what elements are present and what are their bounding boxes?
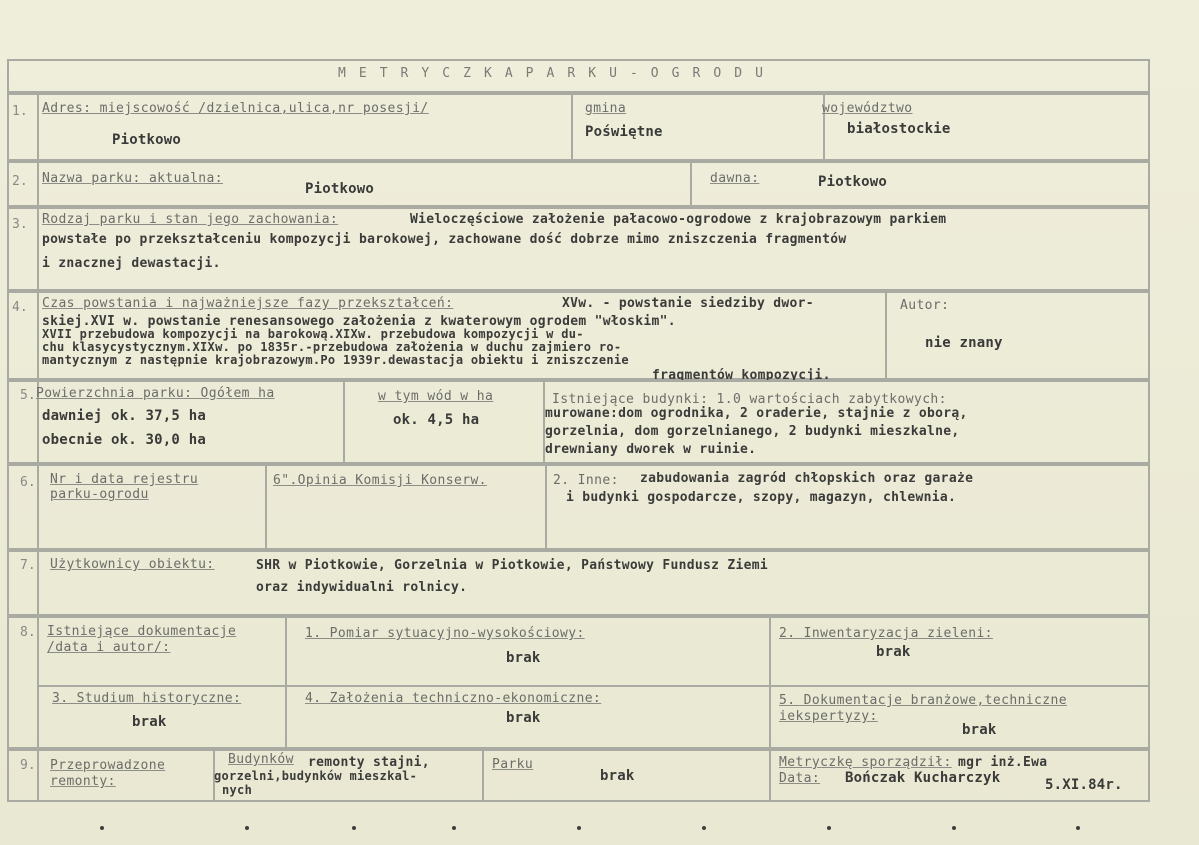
- register-label-1: Nr i data rejestru: [50, 472, 199, 487]
- divider: [545, 464, 547, 550]
- park-repairs-value: brak: [600, 768, 635, 784]
- history-line-1: XVw. - powstanie siedziby dwor-: [562, 296, 814, 311]
- divider: [769, 749, 771, 802]
- date-label: Data:: [779, 771, 821, 786]
- park-name-label: Nazwa parku: aktualna:: [42, 171, 223, 186]
- prepared-by-label: Metryczkę sporządził:: [779, 755, 952, 770]
- buildings-repairs-label: Budynków: [228, 752, 294, 767]
- history-line-6: fragmentów kompozycji.: [652, 368, 831, 383]
- punch-dot: [1076, 826, 1080, 830]
- park-type-line-1: Wieloczęściowe założenie pałacowo-ogrodowe z krajobrazowym parkiem: [410, 212, 947, 227]
- divider: [265, 464, 267, 550]
- gmina-label: gmina: [585, 101, 627, 116]
- date-value: 5.XI.84r.: [1045, 777, 1123, 793]
- history-label: Czas powstania i najważniejsze fazy przekształceń:: [42, 296, 454, 311]
- history-line-2: skiej.XVI w. powstanie renesansowego założenia z kwaterowym ogrodem "włoskim".: [42, 314, 676, 329]
- other-buildings-line-1: zabudowania zagród chłopskich oraz garaże: [640, 471, 974, 486]
- divider: [37, 93, 39, 161]
- buildings-line-3: drewniany dworek w ruinie.: [545, 442, 757, 457]
- other-buildings-label: 2. Inne:: [553, 473, 619, 488]
- buildings-label: Istniejące budynki: 1.0 wartościach zabytkowych:: [552, 392, 947, 407]
- park-type-line-3: i znacznej dewastacji.: [42, 256, 221, 271]
- divider: [343, 380, 345, 464]
- branch-docs-label-2: iekspertyzy:: [779, 709, 878, 724]
- greenery-label: 2. Inwentaryzacja zieleni:: [779, 626, 993, 641]
- row-number: 4.: [12, 300, 28, 315]
- divider: [482, 749, 484, 802]
- docs-label-1: Istniejące dokumentacje: [47, 624, 237, 639]
- voivodeship-label: województwo: [822, 101, 913, 116]
- address-value: Piotkowo: [112, 132, 182, 148]
- address-label: Adres: miejscowość /dzielnica,ulica,nr posesji/: [42, 101, 429, 116]
- users-line-1: SHR w Piotkowie, Gorzelnia w Piotkowie, Państwowy Fundusz Ziemi: [256, 558, 768, 573]
- park-type-label: Rodzaj parku i stan jego zachowania:: [42, 212, 339, 227]
- punch-dot: [952, 826, 956, 830]
- area-label: Powierzchnia parku: Ogółem ha: [36, 386, 275, 401]
- divider: [37, 749, 39, 802]
- form-title: M E T R Y C Z K A P A R K U - O G R O D U: [338, 66, 766, 81]
- punch-dot: [827, 826, 831, 830]
- divider: [37, 207, 39, 291]
- history-line-5: mantycznym z następnie krajobrazowym.Po 1939r.dewastacja obiektu i zniszczenie: [42, 353, 629, 367]
- row-number: 1.: [12, 104, 28, 119]
- divider: [769, 616, 771, 749]
- prepared-by-value: mgr inż.Ewa: [958, 755, 1048, 770]
- divider: [37, 161, 39, 207]
- register-label-2: parku-ogrodu: [50, 487, 149, 502]
- buildings-line-1: murowane:dom ogrodnika, 2 oraderie, stajnie z oborą,: [545, 406, 968, 421]
- buildings-repairs-line-2: gorzelni,budynków mieszkal-: [214, 769, 418, 783]
- punch-dot: [702, 826, 706, 830]
- water-label: w tym wód w ha: [378, 389, 494, 404]
- divider: [37, 464, 39, 550]
- punch-dot: [100, 826, 104, 830]
- historical-study-value: brak: [132, 714, 167, 730]
- author-name: Bończak Kucharczyk: [845, 770, 1001, 786]
- repairs-label-2: remonty:: [50, 774, 116, 789]
- other-buildings-line-2: i budynki gospodarcze, szopy, magazyn, chlewnia.: [566, 490, 957, 505]
- row-number: 5.: [20, 388, 36, 403]
- users-label: Użytkownicy obiektu:: [50, 557, 215, 572]
- buildings-repairs-line-3: nych: [222, 783, 253, 797]
- park-type-line-2: powstałe po przekształceniu kompozycji barokowej, zachowane dość dobrze mimo zniszczenia fragmentów: [42, 232, 847, 247]
- divider: [37, 550, 39, 616]
- punch-dot: [352, 826, 356, 830]
- survey-label: 1. Pomiar sytuacyjno-wysokościowy:: [305, 626, 585, 641]
- row-number: 2.: [12, 174, 28, 189]
- branch-docs-value: brak: [962, 722, 997, 738]
- divider: [285, 616, 287, 749]
- greenery-value: brak: [876, 644, 911, 660]
- park-repairs-label: Parku: [492, 757, 534, 772]
- repairs-label-1: Przeprowadzone: [50, 758, 166, 773]
- divider: [37, 685, 1150, 687]
- punch-dot: [245, 826, 249, 830]
- author-value: nie znany: [925, 335, 1003, 351]
- row-number: 9.: [20, 758, 36, 773]
- technical-label: 4. Założenia techniczno-ekonomiczne:: [305, 691, 602, 706]
- history-line-3: XVII przebudowa kompozycji na barokową.XIXw. przebudowa kompozycji w du-: [42, 327, 584, 341]
- divider: [690, 161, 692, 207]
- survey-value: brak: [506, 650, 541, 666]
- row-number: 7.: [20, 558, 36, 573]
- former-name-label: dawna:: [710, 171, 760, 186]
- docs-label-2: /data i autor/:: [47, 640, 171, 655]
- divider: [885, 291, 887, 380]
- punch-dot: [452, 826, 456, 830]
- water-value: ok. 4,5 ha: [393, 412, 480, 428]
- row-number: 8.: [20, 625, 36, 640]
- opinion-label: 6".Opinia Komisji Konserw.: [273, 473, 487, 488]
- former-name-value: Piotkowo: [818, 174, 888, 190]
- area-before: dawniej ok. 37,5 ha: [42, 408, 206, 424]
- users-line-2: oraz indywidualni rolnicy.: [256, 580, 468, 595]
- area-now: obecnie ok. 30,0 ha: [42, 432, 206, 448]
- divider: [37, 616, 39, 749]
- row-number: 6.: [20, 475, 36, 490]
- buildings-line-2: gorzelnia, dom gorzelnianego, 2 budynki mieszkalne,: [545, 424, 960, 439]
- punch-dot: [577, 826, 581, 830]
- voivodeship-value: białostockie: [847, 121, 951, 137]
- gmina-value: Poświętne: [585, 124, 663, 140]
- history-line-4: chu klasycystycznym.XIXw. po 1835r.-przebudowa założenia w duchu zajmiero ro-: [42, 340, 622, 354]
- row-number: 3.: [12, 217, 28, 232]
- author-label: Autor:: [900, 298, 950, 313]
- branch-docs-label-1: 5. Dokumentacje branżowe,techniczne: [779, 693, 1067, 708]
- buildings-repairs-line-1: remonty stajni,: [308, 755, 430, 770]
- divider: [571, 93, 573, 161]
- divider: [37, 291, 39, 380]
- historical-study-label: 3. Studium historyczne:: [52, 691, 242, 706]
- technical-value: brak: [506, 710, 541, 726]
- park-name-value: Piotkowo: [305, 181, 375, 197]
